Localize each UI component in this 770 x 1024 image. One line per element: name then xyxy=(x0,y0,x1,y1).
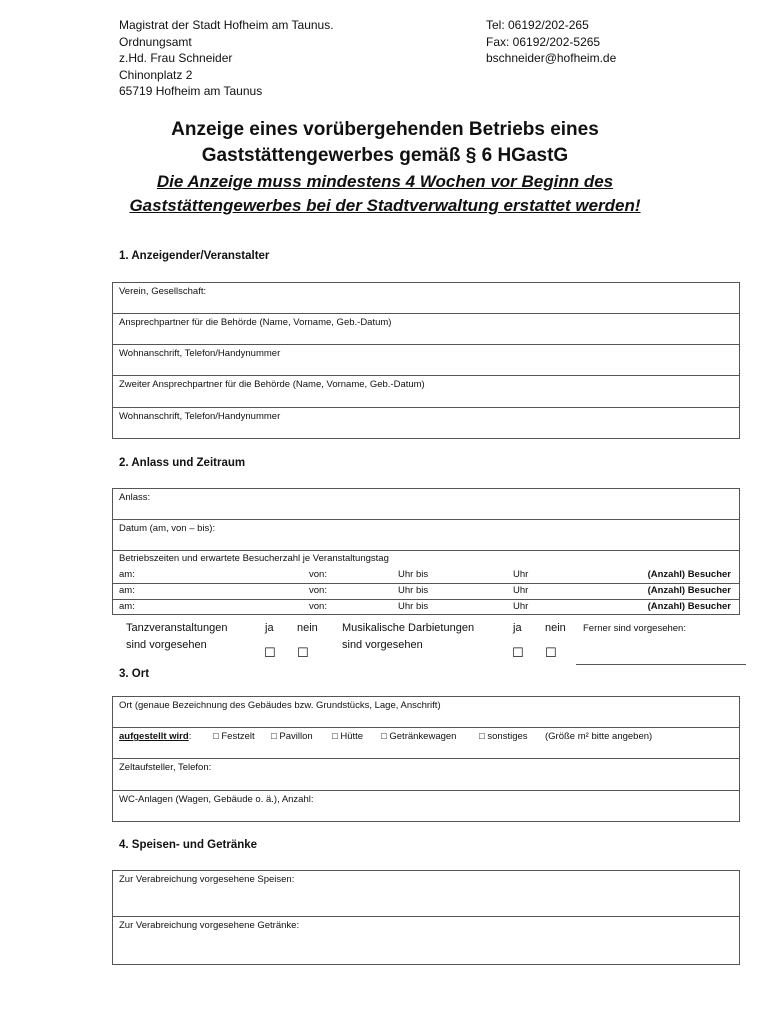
field-label: Zeltaufsteller, Telefon: xyxy=(119,762,212,773)
field-zeltaufsteller[interactable] xyxy=(113,759,739,791)
ferner-label: Ferner sind vorgesehen: xyxy=(583,623,686,634)
field-getraenke[interactable] xyxy=(113,917,739,965)
option-sonstiges[interactable]: □ sonstiges xyxy=(479,731,528,742)
field-ort[interactable] xyxy=(113,697,739,728)
field-verein[interactable] xyxy=(113,283,739,314)
field-label: Verein, Gesellschaft: xyxy=(119,286,207,297)
field-anlass[interactable] xyxy=(113,489,739,520)
form-title-line2: Gaststättengewerbes gemäß § 6 HGastG xyxy=(201,145,569,166)
field-wc-anlagen[interactable] xyxy=(113,791,739,822)
tanz-ja-label: ja xyxy=(265,622,274,634)
field-label: Datum (am, von – bis): xyxy=(119,523,216,534)
address-line: Chinonplatz 2 xyxy=(119,67,193,82)
field-label: Ort (genaue Bezeichnung des Gebäudes bzw. Grundstücks, Lage, Anschrift) xyxy=(119,700,441,711)
field-ansprechpartner[interactable] xyxy=(113,314,739,345)
betriebszeiten-block xyxy=(113,551,739,615)
section4-table xyxy=(112,870,740,965)
address-line: Magistrat der Stadt Hofheim am Taunus. xyxy=(119,18,334,32)
field-label: Zweiter Ansprechpartner für die Behörde (Name, Vorname, Geb.-Datum) xyxy=(119,379,425,390)
option-festzelt[interactable]: □ Festzelt xyxy=(213,731,255,742)
field-wohnanschrift-2[interactable] xyxy=(113,408,739,439)
betriebszeit-row[interactable] xyxy=(113,567,739,584)
tanz-label xyxy=(126,622,228,651)
section1-table xyxy=(112,282,740,439)
betriebszeit-row[interactable] xyxy=(113,599,739,615)
field-zweiter-ansprechpartner[interactable] xyxy=(113,376,739,408)
musik-label xyxy=(342,622,474,651)
field-label: Wohnanschrift, Telefon/Handynummer xyxy=(119,411,281,422)
von-label: von: xyxy=(309,585,327,596)
ferner-line[interactable] xyxy=(576,664,746,665)
uhr-label: Uhr xyxy=(513,569,529,580)
aufgestellt-colon: : xyxy=(188,731,192,742)
aufgestellt-label xyxy=(119,731,191,742)
address-line: 65719 Hofheim am Taunus xyxy=(119,84,263,98)
am-label: am: xyxy=(119,585,135,596)
tanz-label-line2: sind vorgesehen xyxy=(126,639,207,651)
field-datum[interactable] xyxy=(113,520,739,551)
musik-nein-label: nein xyxy=(545,622,566,634)
musik-ja-checkbox[interactable]: ☐ xyxy=(512,645,524,660)
uhrbis-label: Uhr bis xyxy=(398,601,429,612)
am-label: am: xyxy=(119,569,135,580)
address-line: Ordnungsamt xyxy=(119,34,192,49)
option-huette[interactable]: □ Hütte xyxy=(332,731,364,742)
option-getraenkewagen[interactable]: □ Getränkewagen xyxy=(381,731,457,742)
musik-nein-checkbox[interactable]: ☐ xyxy=(545,645,557,660)
deadline-note-line1: Die Anzeige muss mindestens 4 Wochen vor Beginn des xyxy=(156,172,614,191)
option-pavillon[interactable]: □ Pavillon xyxy=(271,731,313,742)
tanz-label-line1: Tanzveranstaltungen xyxy=(126,622,228,634)
section3-table xyxy=(112,696,740,822)
uhrbis-label: Uhr bis xyxy=(398,569,429,580)
form-title-line1: Anzeige eines vorübergehenden Betriebs eines xyxy=(171,119,599,140)
besucher-label: (Anzahl) Besucher xyxy=(647,569,731,580)
musik-label-line1: Musikalische Darbietungen xyxy=(342,622,475,634)
von-label: von: xyxy=(309,569,327,580)
section-heading: 1. Anzeigender/Veranstalter xyxy=(119,250,270,262)
uhr-label: Uhr xyxy=(513,585,529,596)
section-heading: 3. Ort xyxy=(119,668,150,680)
von-label: von: xyxy=(309,601,327,612)
betriebszeiten-title: Betriebszeiten und erwartete Besucherzahl je Veranstaltungstag xyxy=(119,553,389,564)
besucher-label: (Anzahl) Besucher xyxy=(647,585,731,596)
musik-label-line2: sind vorgesehen xyxy=(342,639,423,651)
address-line: z.Hd. Frau Schneider xyxy=(119,51,233,65)
contact-phone: Tel: 06192/202-265 xyxy=(486,18,589,32)
field-speisen[interactable] xyxy=(113,871,739,917)
sender-address xyxy=(119,17,334,100)
field-label: Anlass: xyxy=(119,492,151,503)
section-heading: 4. Speisen- und Getränke xyxy=(119,839,258,851)
field-label: Ansprechpartner für die Behörde (Name, Vorname, Geb.-Datum) xyxy=(119,317,392,328)
contact-fax: Fax: 06192/202-5265 xyxy=(486,34,601,49)
besucher-label: (Anzahl) Besucher xyxy=(647,601,731,612)
uhrbis-label: Uhr bis xyxy=(398,585,429,596)
am-label: am: xyxy=(119,601,135,612)
field-label: Zur Verabreichung vorgesehene Getränke: xyxy=(119,920,300,931)
section-heading: 2. Anlass und Zeitraum xyxy=(119,457,246,469)
field-label: Wohnanschrift, Telefon/Handynummer xyxy=(119,348,281,359)
contact-block xyxy=(486,17,616,67)
betriebszeit-row[interactable] xyxy=(113,583,739,600)
groesse-hint: (Größe m² bitte angeben) xyxy=(545,731,653,742)
aufgestellt-text: aufgestellt wird xyxy=(119,731,189,742)
section2-table xyxy=(112,488,740,615)
tanz-ja-checkbox[interactable]: ☐ xyxy=(264,645,276,660)
deadline-note-line2: Gaststättengewerbes bei der Stadtverwaltung erstattet werden! xyxy=(129,196,641,215)
musik-ja-label: ja xyxy=(513,622,522,634)
field-wohnanschrift[interactable] xyxy=(113,345,739,376)
field-label: Zur Verabreichung vorgesehene Speisen: xyxy=(119,874,295,885)
aufgestellt-row xyxy=(113,728,739,759)
tanz-nein-checkbox[interactable]: ☐ xyxy=(297,645,309,660)
contact-email: bschneider@hofheim.de xyxy=(486,51,617,65)
tanz-nein-label: nein xyxy=(297,622,318,634)
field-label: WC-Anlagen (Wagen, Gebäude o. ä.), Anzahl: xyxy=(119,794,314,805)
uhr-label: Uhr xyxy=(513,601,529,612)
